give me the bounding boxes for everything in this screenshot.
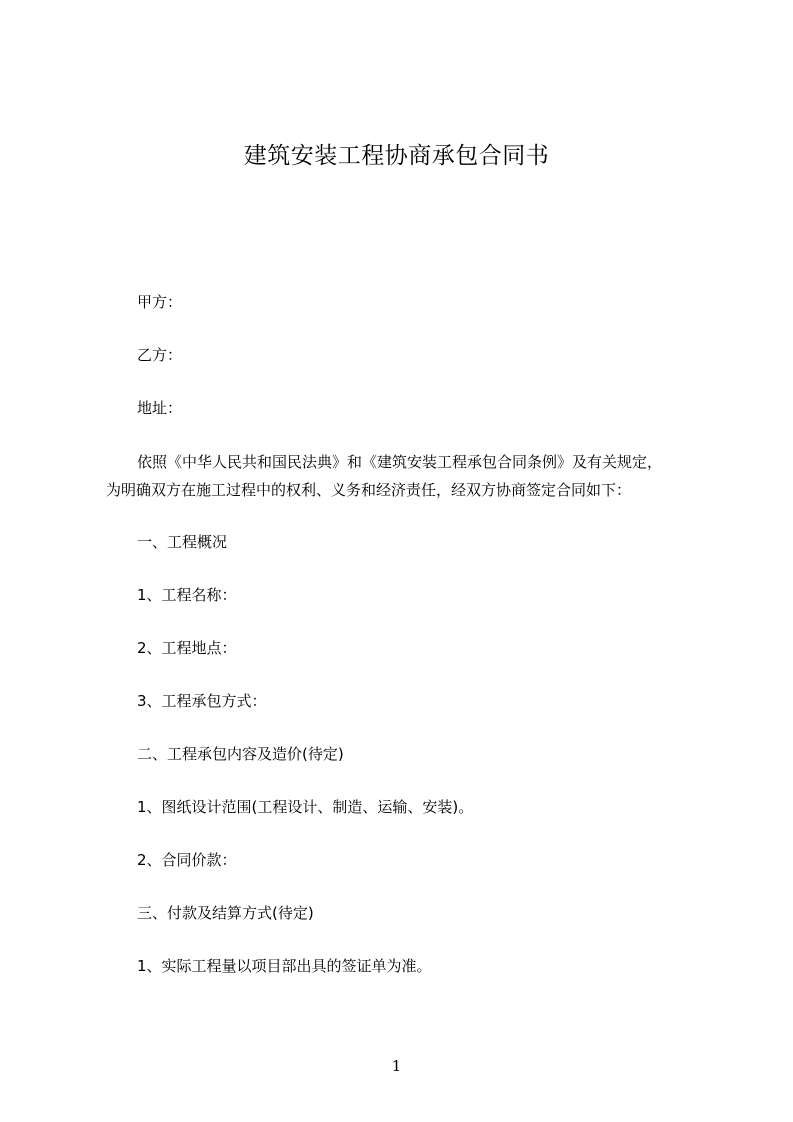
section-3-heading: 三、付款及结算方式(待定) xyxy=(137,904,314,922)
section-1-item-2: 2、工程地点： xyxy=(137,639,237,657)
document-title: 建筑安装工程协商承包合同书 xyxy=(243,143,550,169)
section-1-item-1: 1、工程名称： xyxy=(137,586,237,604)
section-3-item-1: 1、实际工程量以项目部出具的签证单为准。 xyxy=(137,957,432,975)
section-2-item-1: 1、图纸设计范围(工程设计、制造、运输、安装)。 xyxy=(137,798,474,816)
section-2-heading: 二、工程承包内容及造价(待定) xyxy=(137,745,344,763)
page-number: 1 xyxy=(391,1057,402,1075)
party-a-label: 甲方： xyxy=(137,293,183,311)
section-1-item-3: 3、工程承包方式： xyxy=(137,692,267,710)
preamble-line-1: 依照《中华人民共和国民法典》和《建筑安装工程承包合同条例》及有关规定， xyxy=(137,453,663,471)
section-2-item-2: 2、合同价款： xyxy=(137,851,237,869)
party-b-label: 乙方： xyxy=(137,346,183,364)
address-label: 地址： xyxy=(137,399,183,417)
section-1-heading: 一、工程概况 xyxy=(137,533,228,551)
preamble-line-2: 为明确双方在施工过程中的权利、义务和经济责任，经双方协商签定合同如下： xyxy=(106,481,632,499)
